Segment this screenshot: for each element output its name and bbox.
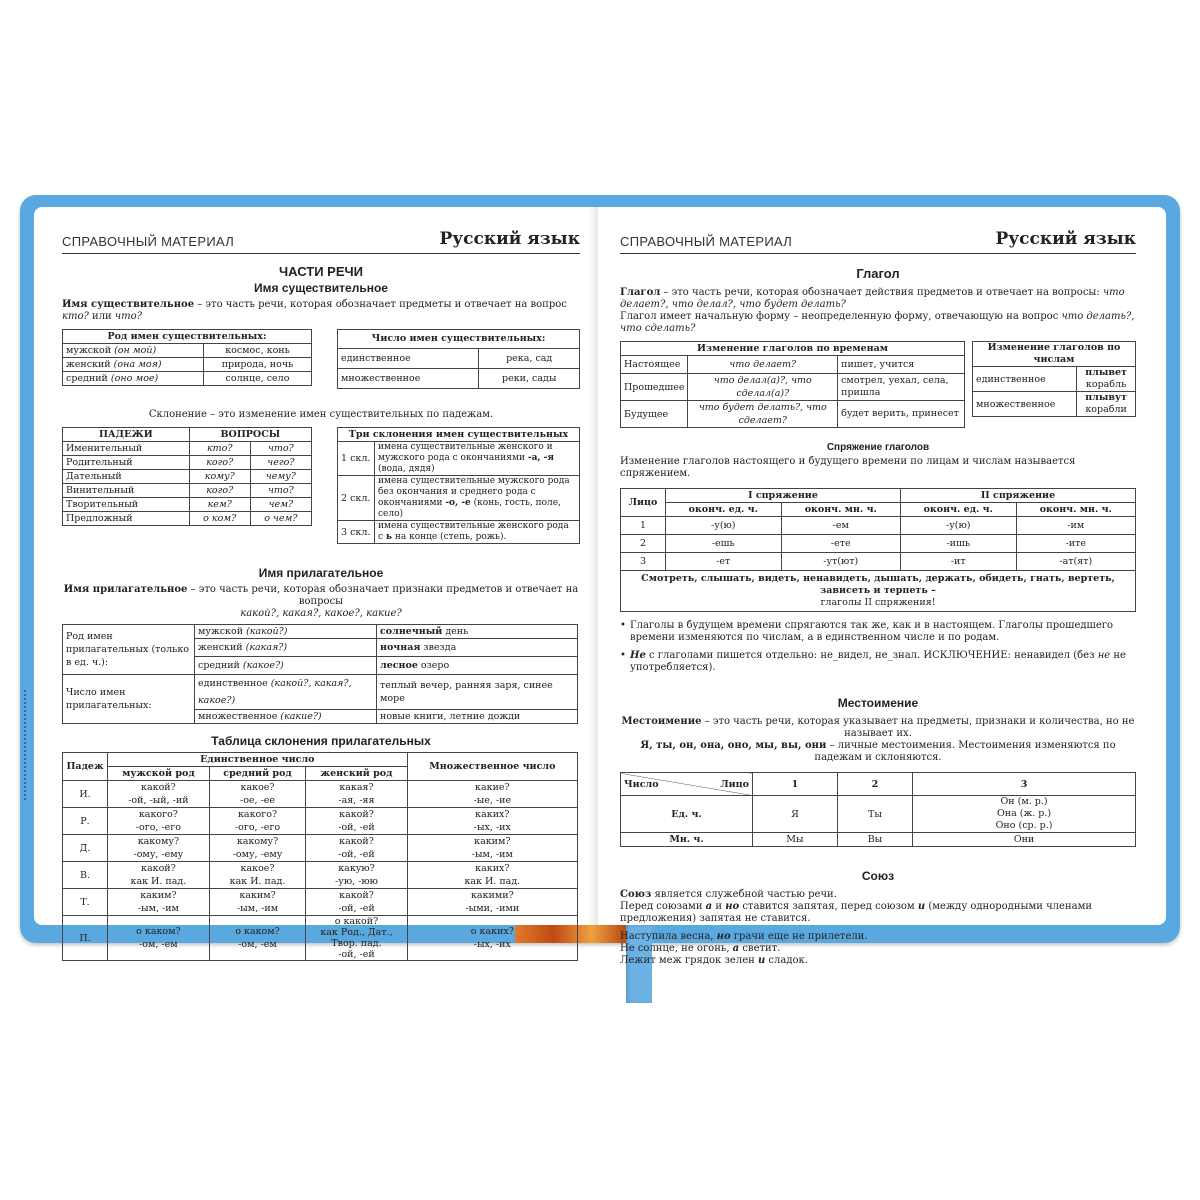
right-page: [598, 207, 1166, 966]
declension-definition: Склонение – это изменение имен существительных по падежам.: [148, 409, 494, 420]
table-row: Предложный о ком? о чем?: [63, 512, 312, 526]
noun-definition: Имя существительное – это часть речи, которая обозначает предметы и отвечает на вопрос кто? или что?: [62, 299, 567, 322]
page-header: [620, 223, 1136, 254]
table-row: Будущее что будет делать?, что сделает? будет верить, принесет: [621, 401, 965, 428]
pronoun-definition: Местоимение – это часть речи, которая указывает на предметы, признаки и количества, но не называет их. Я, ты, он, она, оно, мы, вы, они – личные местоимения. Местоимения изменяются по падежам и склоняются.: [621, 716, 1135, 763]
table-row: Творительный кем? чем?: [63, 498, 312, 512]
reference-tag: СПРАВОЧНЫЙ МАТЕРИАЛ: [62, 234, 235, 249]
table-row: Р. какого? -ого, -его какого? -ого, -его какой? -ой, -ей каких? -ых, -их: [63, 808, 578, 835]
table-row: Настоящее что делает? пишет, учится: [621, 356, 965, 374]
table-row: 2 -ешь -ете -ишь -ите: [621, 535, 1136, 553]
table-row: 1 -у(ю) -ем -у(ю) -им: [621, 517, 1136, 535]
cover-dots: [24, 690, 30, 800]
verb-note-ne: • Не с глаголами пишется отдельно: не_видел, не_знал. ИСКЛЮЧЕНИЕ: ненавидел (без не не употребляется).: [620, 650, 1126, 673]
table-row: Число имен прилагательных: единственное (какой?, какая?, какое?) теплый вечер, ранняя заря, синее море: [63, 675, 578, 710]
adjective-definition: Имя прилагательное – это часть речи, которая обозначает признаки предметов и отвечает на вопросы какой?, какая?, какое?, какие?: [63, 584, 579, 619]
adjective-title: Имя прилагательное: [258, 566, 384, 580]
verb-number-table: Изменение глаголов по числам единственное плывет корабль множественное плывут корабли: [972, 341, 1136, 417]
table-row: Д. какому? -ому, -ему какому? -ому, -ему какой? -ой, -ей каким? -ым, -им: [63, 835, 578, 862]
table-row: женский (она моя) природа, ночь: [63, 358, 312, 372]
conjugation-title: Спряжение глаголов: [826, 442, 930, 453]
table-row: мужской (он мой) космос, конь: [63, 344, 312, 358]
adjective-declension-table: Падеж Единственное число Множественное число мужской род средний род женский род И. какой? -ой, -ый, -ий какое? -ое, -ее какая? -ая, -яя какие? -ые, -ие Р. какого? -ого, -его какого? -ого, -его какой? -ой, -ей каких? -ых, -их Д. какому? -ому, -ему какому? -ому, -ему какой? -ой, -ей каким? -ым, -им В. какой? как И. пад. какое? как И. пад. какую? -ую, -юю каких? как И. пад. Т. каким? -ым, -им каким? -ым, -им какой? -ой, -ей какими? -ыми, -ими П. о каком? -ом, -ем о каком? -ом, -ем о какой? как Род., Дат., Твор. пад. -ой, -ей о каких? -ых, -их: [62, 752, 578, 961]
table-row: средний (какое?) лесное озеро: [63, 657, 578, 675]
pronoun-table: Число Лицо 1 2 3 Ед. ч. Я Ты Он (м. р.) Она (ж. р.) Оно (ср. р.) Мн. ч. Мы Вы Они: [620, 772, 1136, 847]
table-row: единственное река, сад: [338, 349, 580, 369]
table-row: множественное реки, сады: [338, 369, 580, 389]
pronoun-title: Местоимение: [837, 696, 919, 710]
conjunction-text: Союз является служебной частью речи. Перед союзами а и но ставится запятая, перед союзом и (между однородными членами предложения) запятая не ставится.: [620, 889, 1093, 924]
verb-definition: Глагол – это часть речи, которая обозначает действия предметов и отвечает на вопросы: что делает?, что делал?, что будет делать? Глагол имеет начальную форму – неопределенную форму, отвечающую на вопрос что делать?, что сделать?: [620, 287, 1135, 334]
verb-note-future: • Глаголы в будущем времени спрягаются так же, как и в настоящем. Глаголы прошедшего времени изменяются по числам, а в единственном числе и по родам.: [620, 620, 1114, 643]
noun-number-table: Число имен существительных: единственное река, сад множественное реки, сады: [337, 329, 580, 389]
reference-tag: СПРАВОЧНЫЙ МАТЕРИАЛ: [620, 234, 793, 249]
page-header: [62, 223, 580, 254]
table-row: Дательный кому? чему?: [63, 470, 312, 484]
conjunction-examples: Наступила весна, но грачи еще не прилетели. Не солнце, не огонь, а светит. Лежит меж грядок зелен и сладок.: [620, 931, 868, 966]
table-row: И. какой? -ой, -ый, -ий какое? -ое, -ее какая? -ая, -яя какие? -ые, -ие: [63, 781, 578, 808]
table-row: Прошедшее что делал(а)?, что сделал(а)? смотрел, уехал, села, пришла: [621, 374, 965, 401]
table-row: единственное плывет корабль: [973, 367, 1136, 392]
cases-table: ПАДЕЖИ ВОПРОСЫ Именительный кто? что? Родительный кого? чего? Дательный кому? чему? Винительный кого? что? Творительный кем? чем? Предложный о ком? о чем?: [62, 427, 312, 526]
table-row: Родительный кого? чего?: [63, 456, 312, 470]
verb-tense-table: Изменение глаголов по временам Настоящее что делает? пишет, учится Прошедшее что делал(а)?, что сделал(а)? смотрел, уехал, села, пришла Будущее что будет делать?, что сделает? будет верить, принесет: [620, 341, 965, 428]
table-row: 3 скл. имена существительные женского рода с ь на конце (степь, рожь).: [338, 521, 580, 544]
table-row: Род имен прилагательных (только в ед. ч.): мужской (какой?) солнечный день: [63, 625, 578, 639]
table-row: В. какой? как И. пад. какое? как И. пад. какую? -ую, -юю каких? как И. пад.: [63, 862, 578, 889]
left-page: [34, 207, 602, 960]
table-row: Т. каким? -ым, -им каким? -ым, -им какой? -ой, -ей какими? -ыми, -ими: [63, 889, 578, 916]
subject-title: Русский язык: [439, 229, 580, 249]
table-row: 3 -ет -ут(ют) -ит -ат(ят): [621, 553, 1136, 571]
table-row: П. о каком? -ом, -ем о каком? -ом, -ем о какой? как Род., Дат., Твор. пад. -ой, -ей о каких? -ых, -их: [63, 916, 578, 961]
table-row: множественное (какие?) новые книги, летние дожди: [63, 710, 578, 724]
table-row: множественное плывут корабли: [973, 392, 1136, 417]
noun-gender-table: Род имен существительных: мужской (он мой) космос, конь женский (она моя) природа, ночь средний (оно мое) солнце, село: [62, 329, 312, 386]
noun-title: Имя существительное: [254, 281, 388, 295]
table-row: 1 скл. имена существительные женского и мужского рода с окончаниями -а, -я (вода, дядя): [338, 442, 580, 476]
table-row: Мн. ч. Мы Вы Они: [621, 833, 1136, 847]
adjective-declension-title: Таблица склонения прилагательных: [211, 734, 431, 748]
table-row: женский (какая?) ночная звезда: [63, 639, 578, 657]
table-row: Именительный кто? что?: [63, 442, 312, 456]
table-row: средний (оно мое) солнце, село: [63, 372, 312, 386]
verb-title: Глагол: [856, 266, 900, 281]
conjugation-definition: Изменение глаголов настоящего и будущего времени по лицам и числам называется спряжением.: [620, 456, 1076, 479]
conjugation-table: Лицо I спряжение II спряжение оконч. ед. ч. оконч. мн. ч. оконч. ед. ч. оконч. мн. ч. 1 -у(ю) -ем -у(ю) -им 2 -ешь -ете -ишь -ите 3 -ет -ут(ют) -ит -ат(ят) Смотреть, слышать, видеть, ненавидеть, дышать, держать, обидеть, гнать, вертеть, зависеть и терпеть – глаголы II спряжения!: [620, 488, 1136, 612]
parts-of-speech-title: ЧАСТИ РЕЧИ: [279, 264, 363, 279]
conjunction-title: Союз: [861, 869, 895, 883]
table-row: 2 скл. имена существительные мужского рода без окончания и среднего рода с окончаниями -о, -е (конь, гость, поле, село): [338, 476, 580, 521]
adjective-gender-number-table: [62, 624, 578, 724]
table-row: Винительный кого? что?: [63, 484, 312, 498]
three-declensions-table: Три склонения имен существительных 1 скл. имена существительные женского и мужского рода с окончаниями -а, -я (вода, дядя) 2 скл. имена существительные мужского рода без окончания и среднего рода с окончаниями -о, -е (конь, гость, поле, село) 3 скл. имена существительные женского рода с ь на конце (степь, рожь).: [337, 427, 580, 544]
table-row: Ед. ч. Я Ты Он (м. р.) Она (ж. р.) Оно (ср. р.): [621, 796, 1136, 833]
subject-title: Русский язык: [995, 229, 1136, 249]
